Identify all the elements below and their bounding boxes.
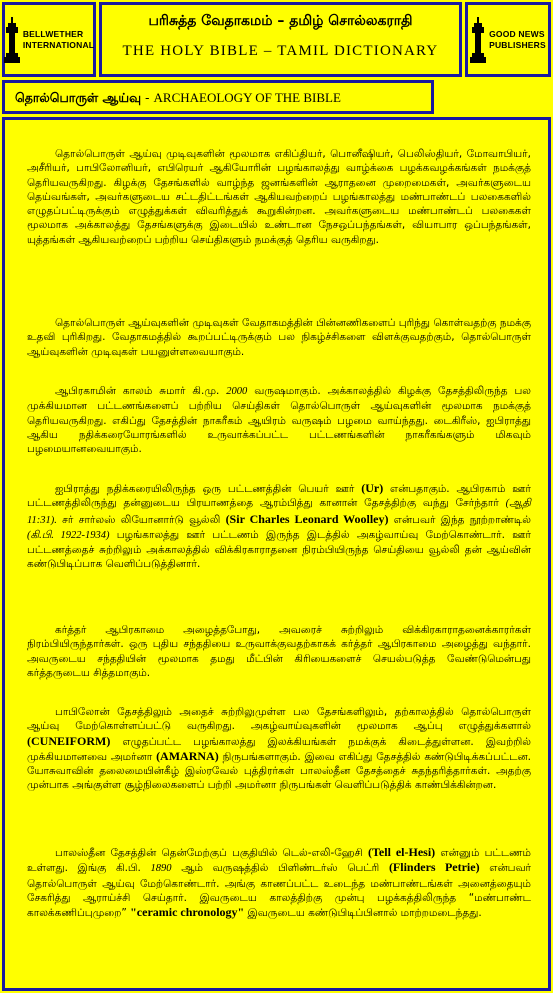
header bbox=[99, 2, 462, 77]
p6-text-c: நிருபங்களாகும். இவை எகிப்து தேசத்தில் கண்டுபிடிக்கப்பட்டன. யோசுவாவின் தலைமையின்கீழ் இஸ்ரவேல் புத்திரர்கள் பாலஸ்தீன தேசத்தைச் சுதந்தரித்தார்கள். அதற்கு முன்பாக அங்குள்ள சூழ்நிலைகளைப் பற்றி அமர்னா நிருபங்கள் வெளிப்படுத்திக் காண்பிக்கின்றன. bbox=[27, 750, 531, 792]
good-news-logo-box bbox=[465, 2, 551, 77]
p4-reference: (ஆதி 11:31). bbox=[27, 498, 531, 526]
p4-ur: (Ur) bbox=[361, 481, 384, 495]
p3-text-a: ஆபிரகாமின் காலம் சுமார் கி.மு. bbox=[55, 385, 227, 397]
paragraph-4 bbox=[27, 481, 531, 572]
bellwether-logo-line1: BELLWETHER bbox=[22, 28, 84, 39]
p6-text-a: பாபிலோன் தேசத்திலும் அதைச் சுற்றிலுமுள்ள பல தேசங்களிலும், தற்காலத்தில் தொல்பொருள் ஆய்வு மேற்கொள்ளப்பட்டு வருகிறது. அகழ்வாய்வுகளின் மூலமாக ஆப்பு எழுத்துக்களால் bbox=[27, 706, 531, 733]
p4-text-b: என்பதாகும். ஆபிரகாம் ஊர் பட்டணத்திலிருந்து தன்னுடைய பிரயாணத்தை ஆரம்பித்து கானான் தேசத்திற்கு வந்து சேர்ந்தார் bbox=[27, 483, 531, 510]
p6-cuneiform: (CUNEIFORM) bbox=[27, 733, 111, 748]
section-title-separator: - bbox=[141, 90, 154, 105]
p4-text-c: சர் சார்லஸ் லியோனார்டு வூல்லி bbox=[56, 513, 226, 526]
p7-text-a: பாலஸ்தீன தேசத்தின் தென்மேற்குப் பகுதியில் டெல்-எலி-ஹேசி bbox=[55, 847, 369, 859]
p7-tell-el-hesi: (Tell el-Hesi) bbox=[368, 845, 436, 859]
p4-woolley-name: (Sir Charles Leonard Woolley) bbox=[225, 511, 389, 526]
p3-text-b: வருஷமாகும். அக்காலத்தில் கிழக்கு தேசத்திலிருந்த பல முக்கியமான பட்டணங்களைப் பற்றிய செய்திகள் தொல்பொருள் ஆய்வுகளின் மூலமாக நமக்குத் தெரியவருகிறது. எகிப்து தேசத்தின் நாகரீகம் ஆயிரம் வருஷம் பழமை வாய்ந்தது. டைகிரீஸ், ஐபிராத்து ஆகிய நதிக்கரையோரங்களில் உருவாக்கப்பட்ட பட்டணங்களின் நாகரீகங்களும் மிகவும் பழமையானவையாகும். bbox=[27, 385, 531, 456]
p7-text-e: இவருடைய கண்டுபிடிப்பினால் மாற்றமடைந்தது. bbox=[244, 907, 482, 920]
p4-years: (கி.பி. 1922-1934) bbox=[27, 529, 110, 541]
p7-flinders-petrie: (Flinders Petrie) bbox=[388, 860, 480, 875]
p4-text-a: ஐபிராத்து நதிக்கரையிலிருந்த ஒரு பட்டணத்தின் பெயர் ஊர் bbox=[55, 483, 362, 495]
p7-text-b: என்னும் பட்டணம் உள்ளது. இங்கு கி.பி. bbox=[27, 847, 531, 875]
p7-year: 1890 bbox=[150, 863, 172, 875]
paragraph-2: தொல்பொருள் ஆய்வுகளின் முடிவுகள் வேதாகமத்தின் பின்னணிகளைப் புரிந்து கொள்வதற்கு நமக்கு உதவி புரிகிறது. வேதாகமத்தில் கூறப்பட்டிருக்கும் பல நிகழ்ச்சிகளை விளக்குவதற்கும், தொல்பொருள் ஆய்வுகளின் முடிவுகள் பயனுள்ளவையாகும். bbox=[27, 317, 532, 358]
section-title-english: ARCHAEOLOGY OF THE BIBLE bbox=[153, 90, 341, 105]
p4-text-d: என்பவர் இந்த நூற்றாண்டில் bbox=[388, 513, 531, 526]
p3-year: 2000 bbox=[226, 386, 248, 397]
bellwether-logo-box bbox=[2, 2, 96, 77]
paragraph-6 bbox=[27, 705, 531, 793]
p6-text-b: எழுதப்பட்ட பழங்காலத்து இலக்கியங்கள் நமக்குக் கிடைத்துள்ளன. இவற்றில் முக்கியமானவை அமர்னா bbox=[27, 735, 531, 763]
paragraph-5: கர்த்தர் ஆபிரகாமை அழைத்தபோது, அவரைச் சுற்றிலும் விக்கிரகாராதனைக்காரர்கள் நிரம்பியிருந்தார்கள். ஒரு புதிய சந்ததியை உருவாக்குவதற்காகக் கர்த்தர் ஆபிரகாமை அழைத்து வந்தார். அவருடைய சந்ததியின் மூலமாக தமது மீட்பின் கிரியைகளைச் செயல்படுத்த வேண்டுமென்பது கர்த்தருடைய சித்தமாகும். bbox=[27, 624, 531, 679]
p6-amarna: (AMARNA) bbox=[156, 748, 219, 763]
paragraph-1: தொல்பொருள் ஆய்வு முடிவுகளின் மூலமாக எகிப்தியர், பொனீஷியர், பெலிஸ்தியர், மோவாபியர், அசீரியர், பாபிலோனியர், எபிரெயர் ஆகியோரின் பழங்காலத்து வாழ்க்கை பழக்கவழக்கங்கள் நமக்குத் தெரியவருகிறது. கிழக்கு தேசங்களில் வாழ்ந்த ஜனங்களின் ஆராதனை முறைமைகள், அவர்களுடைய தெய்வங்கள், அவர்களுடைய சட்டதிட்டங்கள் ஆகியவற்றைப் பழங்காலத்து மண்பாண்டப் பலகைகளில் எழுதப்பட்டிருக்கும் எழுத்துக்கள் விவரித்துக் கூறுகின்றன. அவர்களுடைய மண்பாண்டப் பலகைகள் மூலமாக அக்காலத்து தேசங்களுக்கு இடையில் உண்டான நேசஒப்பந்தங்கள், வியாபார ஒப்பந்தங்கள், யுத்தங்கள் ஆகியவற்றைப் பற்றிய செய்திகளும் நமக்குத் தெரிய வருகிறது. bbox=[27, 148, 531, 246]
paragraph-7 bbox=[27, 845, 531, 920]
bellwether-logo-line2: INTERNATIONAL bbox=[22, 39, 95, 50]
p7-ceramic-chronology: "ceramic chronology" bbox=[130, 905, 245, 920]
good-news-logo-line2: PUBLISHERS bbox=[489, 39, 546, 50]
paragraph-3 bbox=[27, 384, 531, 456]
section-title bbox=[5, 83, 431, 107]
lamp-icon bbox=[4, 17, 20, 63]
p7-text-d: என்பவர் தொல்பொருள் ஆய்வு மேற்கொண்டார். அங்கு காணப்பட்ட உடைந்த மண்பாண்டங்கள் அனைத்தையும் சேகரித்து ஆராய்ச்சி செய்தார். இவருடைய காலத்திற்கு முன்பு பழக்கத்திலிருந்த “மண்பாண்ட காலக்கணிப்புமுறை” bbox=[27, 862, 532, 920]
p7-text-c: ஆம் வருஷத்தில் பிளிண்டர்ஸ் பெட்ரி bbox=[171, 862, 389, 875]
good-news-logo-line1: GOOD NEWS bbox=[489, 28, 545, 39]
content-area bbox=[2, 117, 551, 991]
title-english: THE HOLY BIBLE – TAMIL DICTIONARY bbox=[122, 43, 439, 59]
good-news-logo bbox=[470, 17, 546, 63]
section-title-bar bbox=[2, 80, 434, 114]
title-tamil: பரிசுத்த வேதாகமம் – தமிழ் சொல்லகராதி bbox=[148, 13, 413, 29]
p4-text-e: பழங்காலத்து ஊர் பட்டணம் இருந்த இடத்தில் அகழ்வாய்வு மேற்கொண்டார். ஊர் பட்டணத்தைச் சுற்றிலும் அக்காலத்தில் விக்கிரகாராதனை நிரம்பியிருந்த செய்தியை வூல்லி தன் ஆய்வின் கண்டுபிடிப்பாக வெளிப்படுத்தினார். bbox=[27, 528, 532, 571]
bellwether-logo bbox=[4, 17, 94, 63]
section-title-tamil: தொல்பொருள் ஆய்வு bbox=[15, 90, 142, 105]
lamp-icon bbox=[470, 17, 486, 63]
